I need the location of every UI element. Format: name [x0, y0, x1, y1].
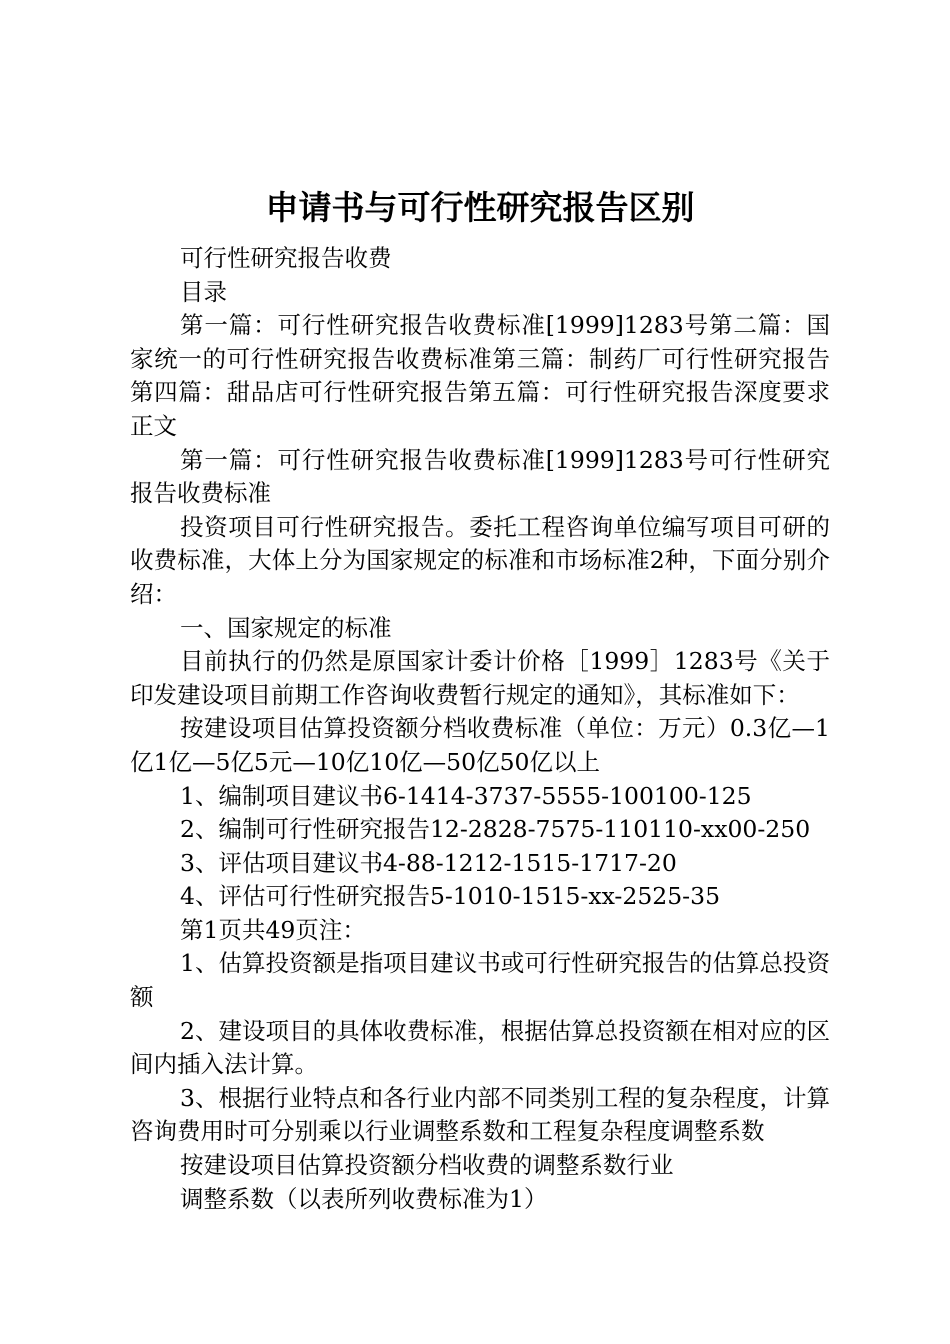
paragraph-fee-item-1: 1、编制项目建议书6-1414-3737-5555-100100-125	[180, 781, 752, 810]
paragraph-toc-heading: 目录	[180, 277, 227, 306]
document-title: 申请书与可行性研究报告区别	[265, 188, 695, 227]
paragraph-fee-item-3: 3、评估项目建议书4-88-1212-1515-1717-20	[180, 848, 677, 877]
paragraph-toc-list: 第一篇：可行性研究报告收费标准[1999]1283号第二篇：国家统一的可行性研究报告收费标准第三篇：制药厂可行性研究报告第四篇：甜品店可行性研究报告第五篇：可行性研究报告深度要求正文	[130, 311, 830, 440]
paragraph-adjust-coefficient: 调整系数（以表所列收费标准为1）	[180, 1184, 548, 1213]
document-page	[130, 180, 830, 1216]
paragraph-fee-heading: 可行性研究报告收费	[180, 244, 392, 272]
paragraph-current-standard: 目前执行的仍然是原国家计委计价格［1999］1283号《关于印发建设项目前期工作咨询收费暂行规定的通知》，其标准如下：	[130, 647, 830, 709]
paragraph-note-3: 3、根据行业特点和各行业内部不同类别工程的复杂程度，计算咨询费用时可分别乘以行业调整系数和工程复杂程度调整系数	[130, 1083, 830, 1146]
paragraph-section-national: 一、国家规定的标准	[180, 613, 392, 642]
paragraph-fee-item-4: 4、评估可行性研究报告5-1010-1515-xx-2525-35	[180, 882, 721, 911]
paragraph-page-note: 第1页共49页注：	[180, 915, 366, 944]
paragraph-adjust-heading: 按建设项目估算投资额分档收费的调整系数行业	[180, 1151, 674, 1180]
paragraph-fee-tiers: 按建设项目估算投资额分档收费标准（单位：万元）0.3亿—1亿1亿—5亿5元—10亿10亿—50亿50亿以上	[130, 714, 830, 776]
paragraph-intro: 投资项目可行性研究报告。委托工程咨询单位编写项目可研的收费标准，大体上分为国家规定的标准和市场标准2种，下面分别介绍：	[130, 512, 830, 608]
paragraph-note-2: 2、建设项目的具体收费标准，根据估算总投资额在相对应的区间内插入法计算。	[130, 1016, 830, 1079]
paragraph-fee-item-2: 2、编制可行性研究报告12-2828-7575-110110-xx00-250	[180, 815, 811, 844]
paragraph-part-one-title: 第一篇：可行性研究报告收费标准[1999]1283号可行性研究报告收费标准	[130, 445, 830, 508]
paragraph-note-1: 1、估算投资额是指项目建议书或可行性研究报告的估算总投资额	[130, 949, 830, 1012]
